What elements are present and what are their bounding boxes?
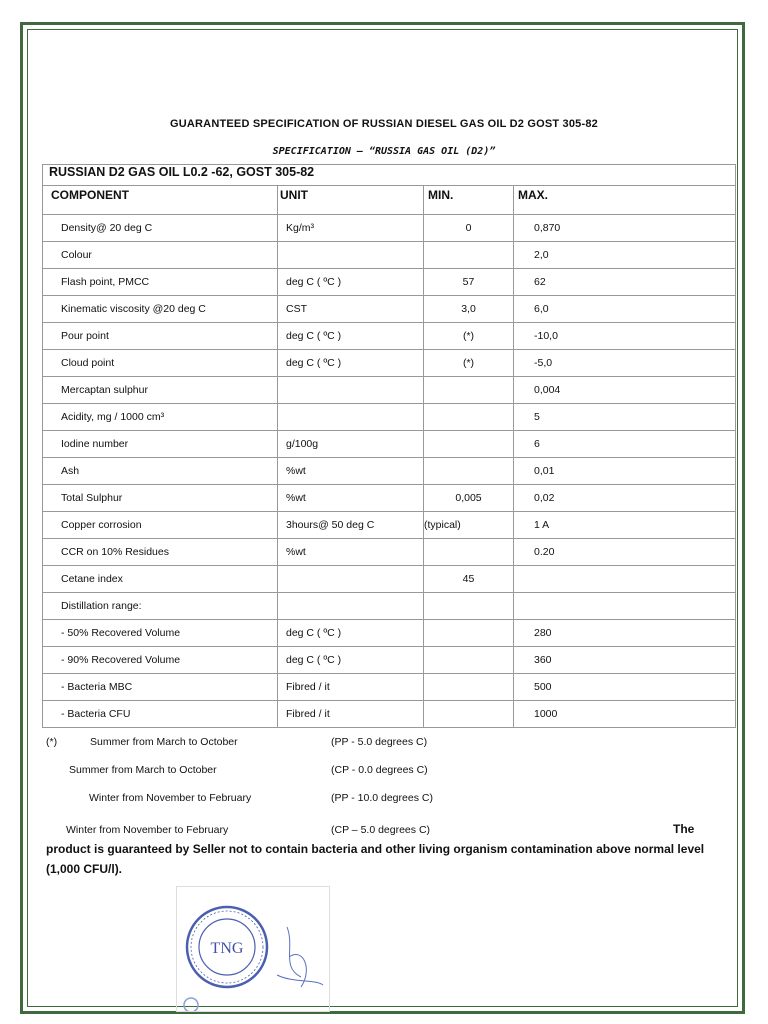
cell-unit: deg C ( ºC ) bbox=[278, 269, 424, 296]
cell-min bbox=[424, 242, 514, 269]
cell-max: 280 bbox=[514, 620, 736, 647]
cell-max: 1000 bbox=[514, 701, 736, 728]
cell-component: Total Sulphur bbox=[43, 485, 278, 512]
cell-unit bbox=[278, 404, 424, 431]
cell-unit: deg C ( ºC ) bbox=[278, 647, 424, 674]
cell-min bbox=[424, 377, 514, 404]
cell-max: 6,0 bbox=[514, 296, 736, 323]
document-title: GUARANTEED SPECIFICATION OF RUSSIAN DIESEL GAS OIL D2 GOST 305-82 bbox=[169, 118, 598, 130]
footnote-2-left: Summer from March to October bbox=[69, 764, 217, 776]
footnote-1-left: Summer from March to October bbox=[90, 736, 238, 748]
cell-component: Cloud point bbox=[43, 350, 278, 377]
cell-max: 0,870 bbox=[514, 215, 736, 242]
cell-min bbox=[424, 404, 514, 431]
cell-max: 500 bbox=[514, 674, 736, 701]
cell-min: 0 bbox=[424, 215, 514, 242]
cell-unit: Kg/m³ bbox=[278, 215, 424, 242]
cell-component: Copper corrosion bbox=[43, 512, 278, 539]
cell-unit: Fibred / it bbox=[278, 674, 424, 701]
cell-min: 57 bbox=[424, 269, 514, 296]
cell-max: 0.20 bbox=[514, 539, 736, 566]
header-unit: UNIT bbox=[278, 186, 424, 215]
table-row bbox=[43, 404, 736, 431]
header-max: MAX. bbox=[514, 186, 736, 215]
table-row bbox=[43, 269, 736, 296]
table-title: RUSSIAN D2 GAS OIL L0.2 -62, GOST 305-82 bbox=[43, 165, 736, 186]
paragraph-lead: The bbox=[673, 822, 695, 836]
signature-icon bbox=[277, 927, 323, 987]
cell-min bbox=[424, 431, 514, 458]
cell-component: CCR on 10% Residues bbox=[43, 539, 278, 566]
cell-unit: Fibred / it bbox=[278, 701, 424, 728]
cell-component: Distillation range: bbox=[43, 593, 278, 620]
stamp-area bbox=[176, 886, 330, 1012]
footnote-3-left: Winter from November to February bbox=[89, 792, 252, 804]
table-row bbox=[43, 674, 736, 701]
cell-component: Density@ 20 deg C bbox=[43, 215, 278, 242]
cell-max: 0,004 bbox=[514, 377, 736, 404]
cell-min: (*) bbox=[424, 350, 514, 377]
cell-component: - 90% Recovered Volume bbox=[43, 647, 278, 674]
cell-component: Cetane index bbox=[43, 566, 278, 593]
cell-min bbox=[424, 674, 514, 701]
cell-component: Kinematic viscosity @20 deg C bbox=[43, 296, 278, 323]
cell-min bbox=[424, 701, 514, 728]
cell-min: 0,005 bbox=[424, 485, 514, 512]
footnote-1-right: (PP - 5.0 degrees C) bbox=[331, 736, 428, 748]
footnote-2-right: (CP - 0.0 degrees C) bbox=[331, 764, 428, 776]
cell-max: 6 bbox=[514, 431, 736, 458]
table-row bbox=[43, 350, 736, 377]
table-row bbox=[43, 296, 736, 323]
footnote-3-right: (PP - 10.0 degrees C) bbox=[331, 792, 433, 804]
cell-unit: 3hours@ 50 deg C bbox=[278, 512, 424, 539]
cell-unit: deg C ( ºC ) bbox=[278, 323, 424, 350]
cell-min: 3,0 bbox=[424, 296, 514, 323]
footnote-marker: (*) bbox=[46, 736, 58, 748]
cell-min: 45 bbox=[424, 566, 514, 593]
cell-min bbox=[424, 593, 514, 620]
cell-component: Mercaptan sulphur bbox=[43, 377, 278, 404]
cell-component: - Bacteria CFU bbox=[43, 701, 278, 728]
cell-unit bbox=[278, 242, 424, 269]
cell-unit: %wt bbox=[278, 458, 424, 485]
cell-max: 5 bbox=[514, 404, 736, 431]
specification-table bbox=[42, 164, 736, 728]
cell-min bbox=[424, 647, 514, 674]
table-row bbox=[43, 647, 736, 674]
table-row bbox=[43, 593, 736, 620]
cell-unit: %wt bbox=[278, 485, 424, 512]
cell-min bbox=[424, 458, 514, 485]
cell-max: 0,01 bbox=[514, 458, 736, 485]
cell-component: Flash point, PMCC bbox=[43, 269, 278, 296]
table-row bbox=[43, 566, 736, 593]
cell-max: -5,0 bbox=[514, 350, 736, 377]
cell-component: Acidity, mg / 1000 cm³ bbox=[43, 404, 278, 431]
cell-min: (typical) bbox=[424, 512, 514, 539]
footnote-4-right: (CP – 5.0 degrees C) bbox=[331, 824, 431, 836]
cell-component: Ash bbox=[43, 458, 278, 485]
cell-unit bbox=[278, 377, 424, 404]
cell-min bbox=[424, 539, 514, 566]
cell-max: -10,0 bbox=[514, 323, 736, 350]
table-row bbox=[43, 377, 736, 404]
guarantee-paragraph: product is guaranteed by Seller not to contain bacteria and other living organism contamination above normal level (1,000 CFU/l). bbox=[46, 842, 705, 876]
table-row bbox=[43, 485, 736, 512]
cell-max: 1 A bbox=[514, 512, 736, 539]
cell-component: - 50% Recovered Volume bbox=[43, 620, 278, 647]
table-row bbox=[43, 323, 736, 350]
cell-max: 62 bbox=[514, 269, 736, 296]
cell-unit: deg C ( ºC ) bbox=[278, 350, 424, 377]
table-row bbox=[43, 431, 736, 458]
cell-max bbox=[514, 593, 736, 620]
cell-max: 360 bbox=[514, 647, 736, 674]
footnote-4-left: Winter from November to February bbox=[66, 824, 229, 836]
cell-min: (*) bbox=[424, 323, 514, 350]
header-component: COMPONENT bbox=[43, 186, 278, 215]
table-row bbox=[43, 242, 736, 269]
stamp-center-text: TNG bbox=[210, 940, 244, 957]
table-row bbox=[43, 512, 736, 539]
document-subtitle: SPECIFICATION – “RUSSIA GAS OIL (D2)” bbox=[272, 146, 496, 157]
cell-unit: g/100g bbox=[278, 431, 424, 458]
cell-unit bbox=[278, 593, 424, 620]
cell-component: - Bacteria MBC bbox=[43, 674, 278, 701]
table-row bbox=[43, 458, 736, 485]
table-title-row bbox=[43, 165, 736, 186]
cell-unit: deg C ( ºC ) bbox=[278, 620, 424, 647]
table-row bbox=[43, 701, 736, 728]
cell-min bbox=[424, 620, 514, 647]
table-row bbox=[43, 539, 736, 566]
cell-component: Iodine number bbox=[43, 431, 278, 458]
cell-component: Colour bbox=[43, 242, 278, 269]
table-row bbox=[43, 215, 736, 242]
cell-unit bbox=[278, 566, 424, 593]
header-min: MIN. bbox=[424, 186, 514, 215]
cell-max: 2,0 bbox=[514, 242, 736, 269]
table-header-row bbox=[43, 186, 736, 215]
company-stamp-icon bbox=[177, 887, 329, 1011]
cell-max bbox=[514, 566, 736, 593]
cell-unit: CST bbox=[278, 296, 424, 323]
cell-max: 0,02 bbox=[514, 485, 736, 512]
cell-component: Pour point bbox=[43, 323, 278, 350]
cell-unit: %wt bbox=[278, 539, 424, 566]
table-row bbox=[43, 620, 736, 647]
